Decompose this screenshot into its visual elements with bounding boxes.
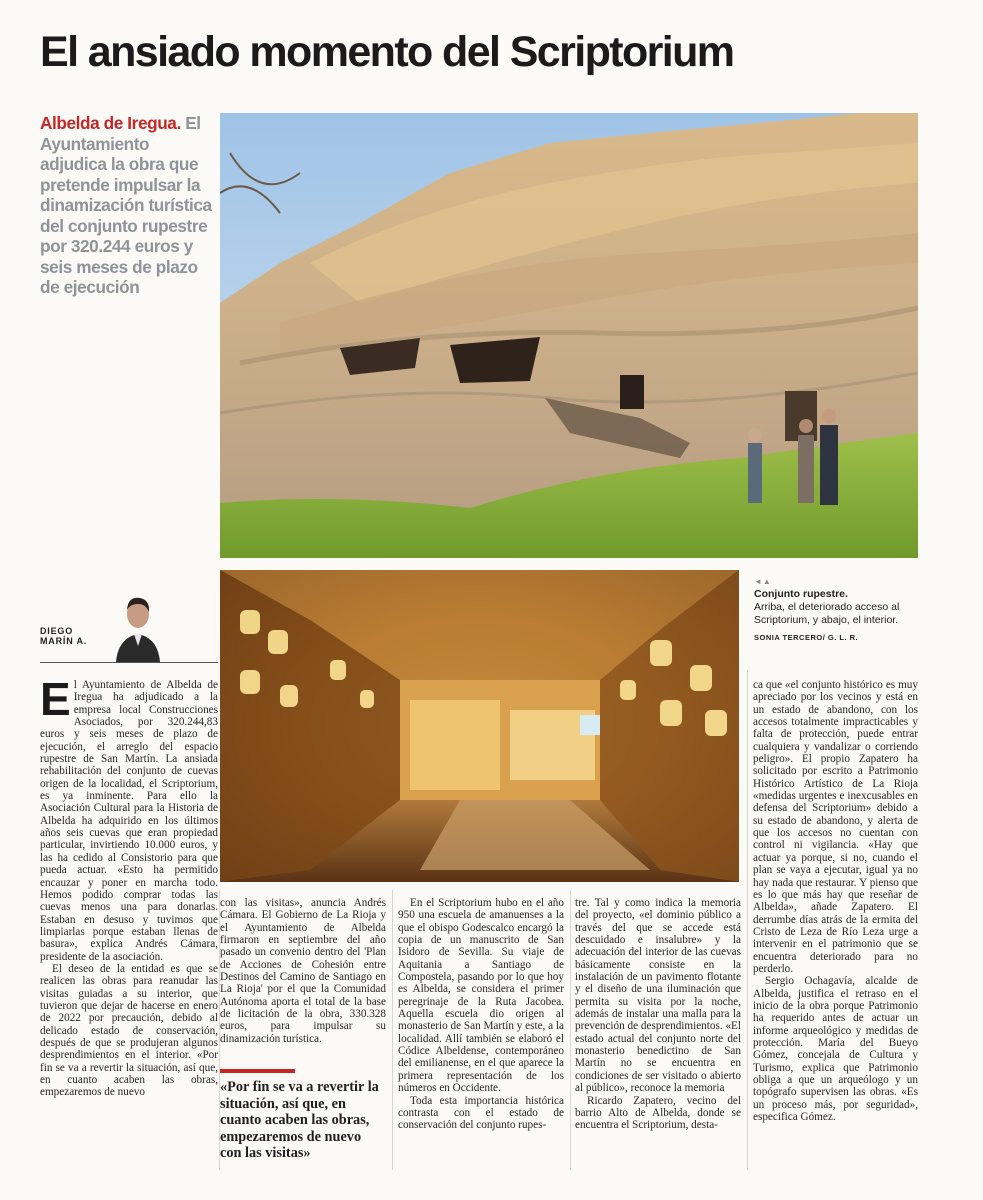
column-divider	[570, 890, 571, 1170]
article-column-2	[220, 897, 386, 1045]
photo-caption	[754, 575, 904, 644]
caption-title: Conjunto rupestre.	[754, 588, 848, 600]
pull-quote: «Por fin se va a revertir la situación, así que, en cuanto acaben las obras, empezaremos de nuevo con las visitas»	[220, 1079, 379, 1161]
paragraph: Toda esta importancia histórica contrasta con el estado de conservación del conjunto rupes-	[398, 1094, 564, 1132]
page-title: El ansiado momento del Scriptorium	[40, 28, 734, 76]
paragraph: El deseo de la entidad es que se realicen las obras para reanudar las visitas guiadas a su interior, que tuvieron que dejar de hacerse en enero de 2022 por precaución, debido al delicado estado de conservación, después de que se produjeran algunos desprendimientos en el interior. «Por fin se va a revertir la situación, así que, en cuanto acaben las obras, empezaremos de nuevo	[40, 962, 218, 1099]
author-name: DIEGO MARÍN A.	[40, 626, 88, 646]
column-divider	[392, 890, 393, 1170]
column-divider	[747, 670, 748, 1170]
paragraph: En el Scriptorium hubo en el año 950 una escuela de amanuenses a la que el obispo Godescalco encargó la copia de un manuscrito de San Isidoro de Sevilla. Su viaje de Aquitania a Santiago de Compostela, pasando por lo que hoy es Albelda, se considera el primer peregrinaje de la Ruta Jacobea. Aquella escuela dio origen al monasterio de San Martín y este, a la localidad. Allí también se elaboró el Códice Albeldense, contemporáneo del emilianense, en el que aparece la primera representación de los números en Occidente.	[398, 897, 564, 1095]
deck-text: El Ayuntamiento adjudica la obra que pretende impulsar la dinamización turística del conjunto rupestre por 320.244 euros y seis meses de plazo de ejecución	[40, 113, 212, 297]
quote-accent-bar	[220, 1069, 295, 1073]
article-column-5	[753, 679, 918, 1123]
photo-credit: SONIA TERCERO/ G. L. R.	[754, 633, 859, 642]
article-column-3	[398, 897, 564, 1132]
paragraph-text: l Ayuntamiento de Albelda de Iregua ha adjudicado a la empresa local Construcciones Asociados, por 320.244,83 euros y seis meses de plazo de ejecución, el arreglo del espacio rupestre de San Martín. La ansiada rehabilitación del conjunto de cuevas origen de la localidad, el Scriptorium, es ya inminente. Para ello la Asociación Cultural para la Historia de Albelda ha adquirido en los últimos años seis cuevas que eran propiedad particular, invirtiendo 10.000 euros, y las ha cedido al Consistorio para que pueda actuar. «Esto ha permitido encauzar y poner en marcha todo. Hemos podido comprar todas las cuevas menos una para donarlas. Estaban en desuso y tuvimos que limpiarlas porque estaban llenas de basura», explica Andrés Cámara, presidente de la asociación.	[40, 679, 218, 963]
paragraph: ca que «el conjunto histórico es muy apreciado por los vecinos y está en un estado de abandono, con los accesos totalmente impracticables y falta de protección, puede entrar cualquiera y vandalizar o corriendo peligro». El propio Zapatero ha solicitado por escrito a Patrimonio Histórico Artístico de La Rioja «medidas urgentes e inexcusables en defensa del Scriptorium» debido a su estado de abandono, y alerta de que los accesos no cuentan con control ni vigilancia. «Hay que actuar ya porque, si no, cuando el plan se vaya a ejecutar, igual ya no hay nada que restaurar. Y pienso que es lo que más hay que reseñar de Albelda», añade Zapatero. El derrumbe días atrás de la ermita del Cristo de Leza de Río Leza urge a intervenir en el patrimonio que se encuentra deteriorado para no perderlo.	[753, 679, 918, 975]
caption-text: Arriba, el deteriorado acceso al Scriptorium, y abajo, el interior.	[754, 601, 900, 626]
byline-rule	[40, 662, 218, 663]
paragraph: Ricardo Zapatero, vecino del barrio Alto de Albelda, donde se encuentra el Scriptorium, desta-	[575, 1094, 741, 1132]
paragraph: Sergio Ochagavía, alcalde de Albelda, justifica el retraso en el inicio de la obra porque Patrimonio ha requerido antes de actuar un informe arqueológico y medidas de protección. María del Bueyo Gómez, concejala de Cultura y Turismo, explica que Patrimonio obliga a que un arqueólogo y un topógrafo supervisen las obras. «Es un proceso más, por seguridad», especifica Gómez.	[753, 975, 918, 1124]
article-column-4	[575, 897, 741, 1132]
deck-location: Albelda de Iregua.	[40, 113, 181, 133]
article-deck	[40, 113, 212, 298]
paragraph: tre. Tal y como indica la memoria del proyecto, «el dominio público a través del que se accede está descuidado e insalubre» y la adecuación del interior de las cuevas básicamente consiste en la instalación de un pavimento flotante y el diseño de una iluminación que permita su visita por la noche, además de instalar una malla para la prevención de desprendimientos. «El estado actual del conjunto norte del monasterio benedictino de San Martín no se encuentra en condiciones de ser visitado o abierto al público», reconoce la memoria	[575, 897, 741, 1095]
paragraph	[40, 673, 218, 963]
caption-arrows-icon: ◄▲	[754, 577, 772, 586]
cave-interior-photo	[220, 570, 739, 882]
paragraph: con las visitas», anuncia Andrés Cámara. El Gobierno de La Rioja y el Ayuntamiento de Albelda firmaron en septiembre del año pasado un convenio dentro del 'Plan de Acciones de Cohesión entre Destinos del Camino de Santiago en La Rioja' por el que la Comunidad Autónoma aporta el total de la base de licitación de la obra, 330.328 euros, para impulsar su dinamización turística.	[220, 897, 386, 1045]
drop-cap: E	[40, 673, 71, 725]
author-byline	[40, 590, 218, 662]
author-portrait	[110, 590, 166, 662]
article-column-1	[40, 673, 218, 1099]
cliff-exterior-photo	[220, 113, 918, 558]
